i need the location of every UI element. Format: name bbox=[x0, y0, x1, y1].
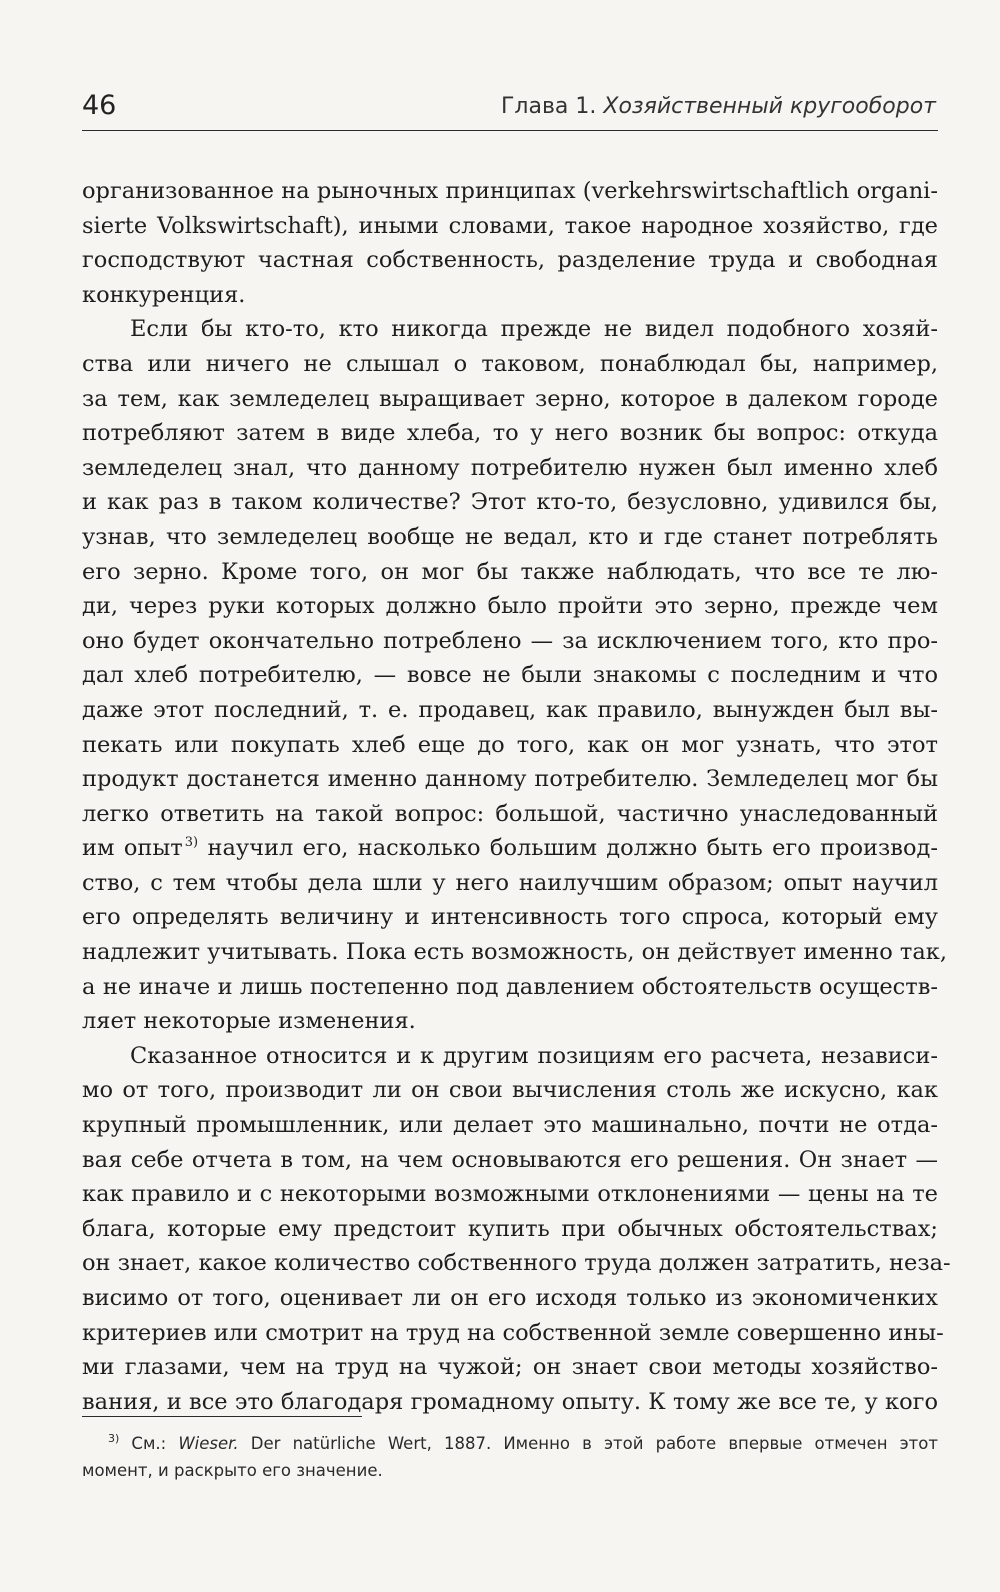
footnote-line: момент, и раскрыто его значение. bbox=[82, 1461, 383, 1480]
text-line: и как раз в таком количестве? Этот кто-то, безусловно, удивился бы, bbox=[82, 489, 938, 516]
text-line: его определять величину и интенсивность того спроса, который ему bbox=[82, 904, 938, 931]
text-line: продукт достанется именно данному потребителю. Земледелец мог бы bbox=[82, 766, 938, 793]
text-line: организованное на рыночных принципах (verkehrswirtschaftlich organi- bbox=[82, 178, 938, 204]
chapter-title bbox=[501, 94, 936, 119]
text-line: господствуют частная собственность, разделение труда и свободная bbox=[82, 247, 938, 274]
footnote-prefix: См.: bbox=[119, 1434, 179, 1453]
text-line: висимо от того, оценивает ли он его исходя только из экономиченких bbox=[82, 1285, 938, 1311]
chapter-name: Хозяйственный кругооборот bbox=[603, 94, 936, 119]
text-line: его зерно. Кроме того, он мог бы также наблюдать, что все те лю- bbox=[82, 558, 938, 585]
text-line: он знает, какое количество собственного труда должен затратить, неза- bbox=[82, 1250, 951, 1277]
text-line: вания, и все это благодаря громадному опыту. К тому же все те, у кого bbox=[82, 1388, 938, 1415]
running-head bbox=[82, 86, 938, 131]
footnote bbox=[82, 1430, 938, 1484]
line-segment: им опыт bbox=[82, 835, 183, 862]
text-line: а не иначе и лишь постепенно под давлением обстоятельств осуществ- bbox=[82, 973, 938, 1000]
text-line: дал хлеб потребителю, — вовсе не были знакомы с последним и что bbox=[82, 662, 938, 689]
footnote-reference[interactable]: 3) bbox=[184, 835, 199, 851]
text-line: sierte Volkswirtschaft), иными словами, такое народное хозяйство, где bbox=[82, 212, 938, 239]
text-line: блага, которые ему предстоит купить при обычных обстоятельствах; bbox=[82, 1215, 938, 1242]
text-line: ми глазами, чем на труд на чужой; он знает свои методы хозяйство- bbox=[82, 1354, 938, 1381]
text-line: ства или ничего не слышал о таковом, понаблюдал бы, например, bbox=[82, 350, 938, 377]
chapter-label: Глава 1. bbox=[500, 94, 597, 119]
page-number: 46 bbox=[82, 90, 117, 121]
text-line: Сказанное относится и к другим позициям его расчета, независи- bbox=[130, 1042, 938, 1069]
text-line: крупный промышленник, или делает это машинально, почти не отда- bbox=[82, 1112, 938, 1139]
text-line: ляет некоторые изменения. bbox=[82, 1008, 416, 1035]
text-line-with-footnote-ref bbox=[82, 831, 938, 866]
text-line: оно будет окончательно потреблено — за исключением того, кто про- bbox=[82, 627, 938, 654]
text-line: конкуренция. bbox=[82, 281, 246, 308]
text-line: как правило и с некоторыми возможными отклонениями — цены на те bbox=[82, 1181, 938, 1208]
footnote-author: Wieser. bbox=[178, 1434, 239, 1453]
text-line: за тем, как земледелец выращивает зерно, которое в далеком городе bbox=[82, 385, 938, 412]
body-text bbox=[82, 174, 951, 1419]
text-line: пекать или покупать хлеб еще до того, как он мог узнать, что этот bbox=[82, 731, 938, 758]
text-line: ди, через руки которых должно было пройти это зерно, прежде чем bbox=[82, 593, 938, 620]
footnote-text: Der natürliche Wert, 1887. Именно в этой работе впервые отмечен этот bbox=[238, 1434, 938, 1453]
text-line: Если бы кто-то, кто никогда прежде не видел подобного хозяй- bbox=[130, 316, 938, 343]
text-line: потребляют затем в виде хлеба, то у него возник бы вопрос: откуда bbox=[82, 420, 938, 447]
footnote-marker: 3) bbox=[108, 1432, 120, 1445]
text-line: ство, с тем чтобы дела шли у него наилучшим образом; опыт научил bbox=[82, 869, 938, 896]
text-line: вая себе отчета в том, на чем основываются его решения. Он знает — bbox=[82, 1146, 938, 1173]
text-line: надлежит учитывать. Пока есть возможность, он действует именно так, bbox=[82, 939, 947, 966]
text-line: земледелец знал, что данному потребителю нужен был именно хлеб bbox=[82, 454, 938, 481]
line-segment: научил его, насколько большим должно быть его производ- bbox=[198, 835, 938, 862]
footnote-line bbox=[82, 1430, 938, 1457]
text-line: даже этот последний, т. е. продавец, как правило, вынужден был вы- bbox=[82, 696, 938, 723]
text-line: узнав, что земледелец вообще не ведал, кто и где станет потреблять bbox=[82, 523, 938, 550]
footnote-divider bbox=[82, 1416, 362, 1417]
text-line: критериев или смотрит на труд на собственной земле совершенно ины- bbox=[82, 1319, 944, 1346]
text-line: мо от того, производит ли он свои вычисления столь же искусно, как bbox=[82, 1077, 938, 1104]
text-line: легко ответить на такой вопрос: большой, частично унаследованный bbox=[82, 800, 938, 827]
